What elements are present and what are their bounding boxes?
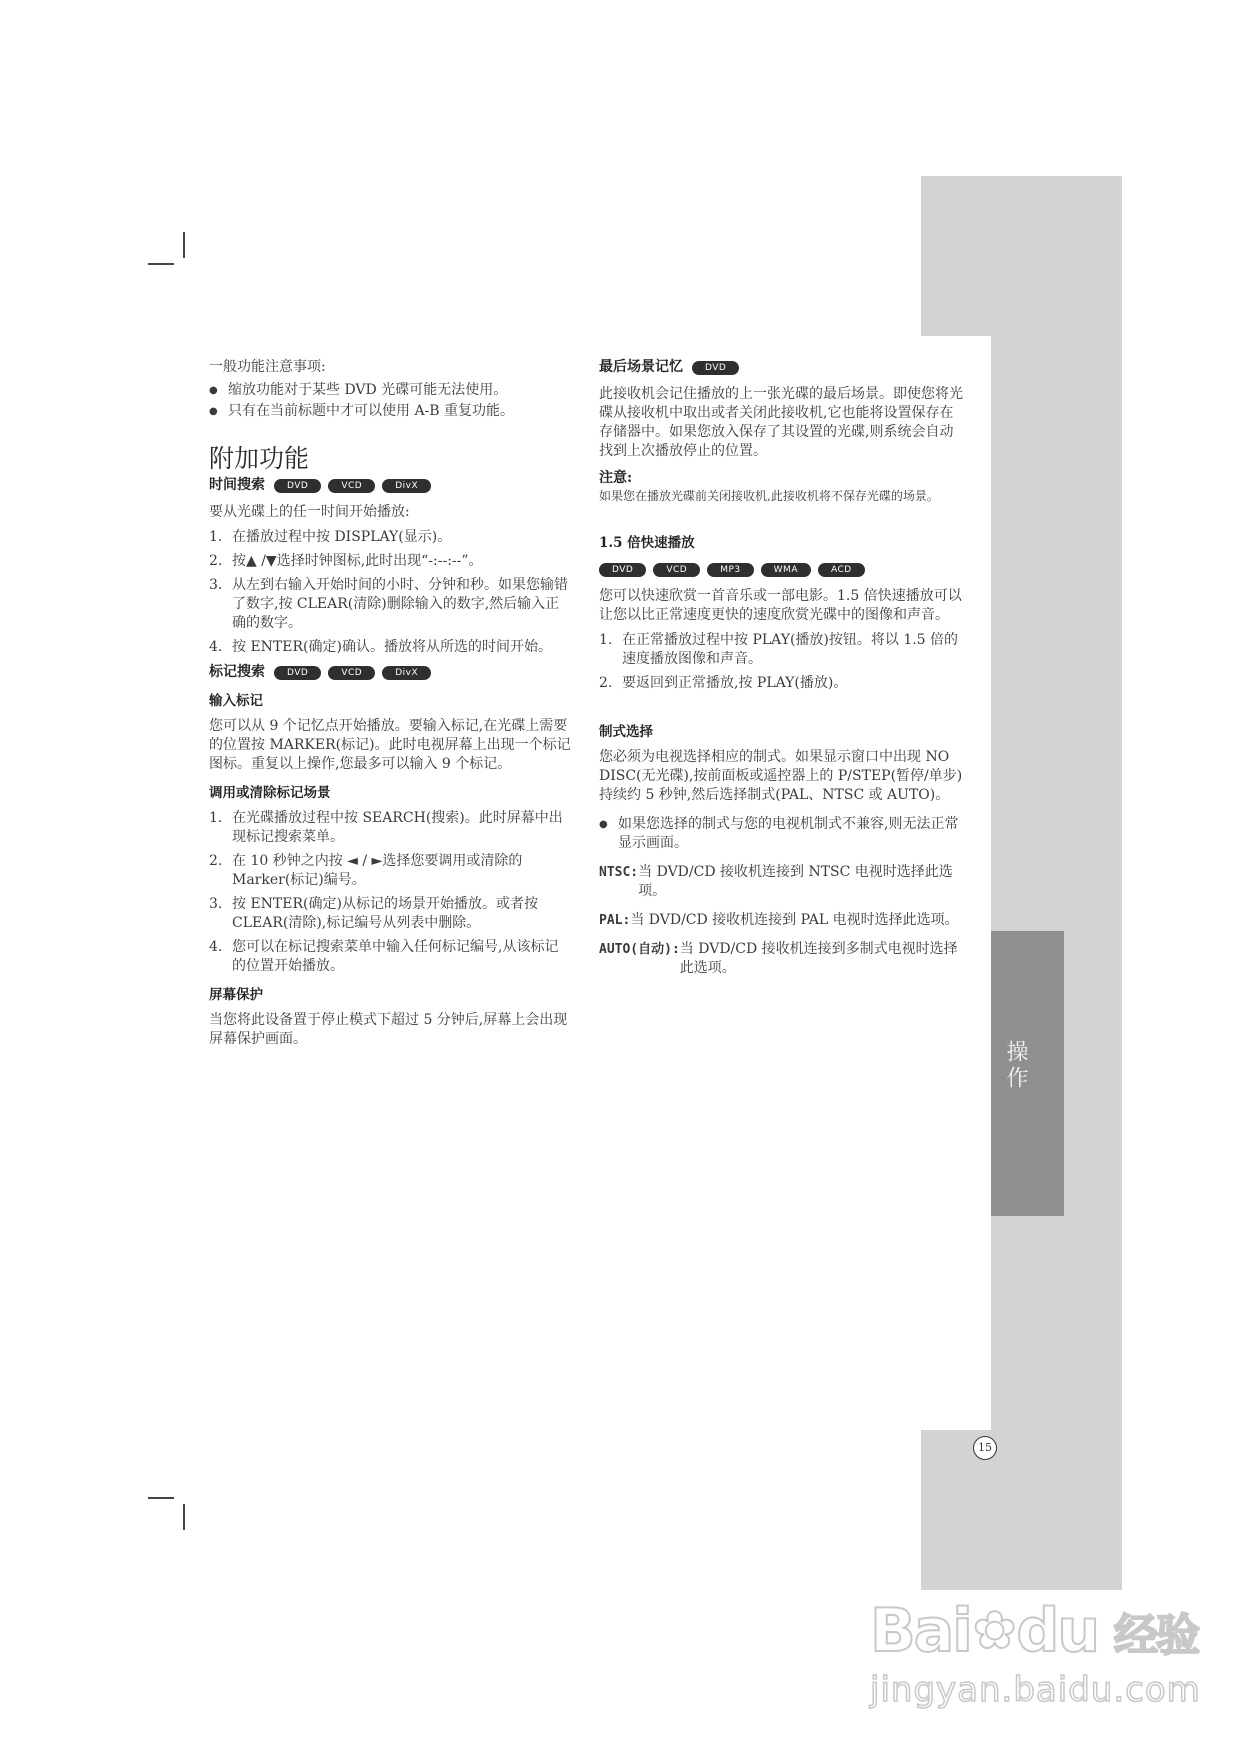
vcd-badge: VCD [653,563,700,577]
step-number: 1. [599,632,613,648]
general-notes-list [209,381,571,421]
disc-badges [274,666,431,680]
disc-badges [274,479,431,493]
note-text: 如果您在播放光碟前关闭接收机,此接收机将不保存光碟的场景。 [599,489,939,503]
fast-play-title: 1.5 倍快速播放 [599,535,695,551]
vcd-badge: VCD [328,479,375,493]
list-item [599,631,965,669]
screen-saver-title: 屏幕保护 [209,987,263,1003]
last-scene-title: 最后场景记忆 [599,359,683,375]
step-number: 3. [209,896,223,912]
fast-play-text: 您可以快速欣赏一首音乐或一部电影。1.5 倍快速播放可以让您以比正常速度更快的速度欣赏光碟中的图像和声音。 [599,588,962,623]
step-text: 按 ENTER(确定)确认。播放将从所选的时间开始。 [232,639,552,655]
list-item [209,852,571,890]
left-column [209,358,571,1049]
system-select-text: 您必须为电视选择相应的制式。如果显示窗口中出现 NO DISC(无光碟),按前面板或遥控器上的 P/STEP(暂停/单步)持续约 5 秒钟,然后选择制式(PAL、NTSC 或 AUTO)。 [599,749,963,803]
list-item [209,528,571,547]
section-title: 附加功能 [209,444,310,473]
time-search-title: 时间搜索 [209,477,265,493]
step-number: 4. [209,639,223,655]
step-text: 要返回到正常播放,按 PLAY(播放)。 [622,675,848,691]
definition-term: AUTO(自动): [599,942,680,957]
time-search-steps [209,528,571,657]
fast-play-steps [599,631,965,693]
time-search-heading [209,476,571,495]
screen-saver-text: 当您将此设备置于停止模式下超过 5 分钟后,屏幕上会出现屏幕保护画面。 [209,1012,568,1047]
crop-mark [148,263,174,265]
input-marker-title: 输入标记 [209,693,263,709]
marker-search-heading [209,663,571,682]
list-item [209,576,571,633]
ntsc-definition [599,863,965,901]
list-item: ● 只有在当前标题中才可以使用 A-B 重复功能。 [209,402,571,421]
step-text: 在正常播放过程中按 PLAY(播放)按钮。将以 1.5 倍的速度播放图像和声音。 [622,632,959,667]
crop-mark [148,1497,174,1499]
dvd-badge: DVD [274,479,321,493]
step-number: 2. [209,853,223,869]
step-number: 3. [209,577,223,593]
watermark-logo-text2: du [1016,1596,1099,1666]
divx-badge: DivX [382,479,431,493]
time-search-intro: 要从光碟上的任一时间开始播放: [209,504,410,520]
step-number: 4. [209,939,223,955]
acd-badge: ACD [818,563,865,577]
step-number: 1. [209,810,223,826]
last-scene-text: 此接收机会记住播放的上一张光碟的最后场景。即使您将光碟从接收机中取出或者关闭此接收机,它也能将设置保存在存储器中。如果您放入保存了其设置的光碟,则系统会自动找到上次播放停止的位置。 [599,386,963,459]
side-tab-bottom [921,1430,1122,1590]
dvd-badge: DVD [692,361,739,375]
note-title: 注意: [599,470,633,486]
list-item [209,938,571,976]
disc-badges [692,361,739,375]
divx-badge: DivX [382,666,431,680]
right-column [599,358,965,978]
definition-term: NTSC: [599,865,639,880]
list-item: ● 缩放功能对于某些 DVD 光碟可能无法使用。 [209,381,571,400]
list-item [599,674,965,693]
dvd-badge: DVD [274,666,321,680]
list-item: ● 如果您选择的制式与您的电视机制式不兼容,则无法正常显示画面。 [599,815,965,853]
auto-definition [599,940,965,978]
pal-definition [599,911,965,930]
step-text: 您可以在标记搜索菜单中输入任何标记编号,从该标记的位置开始播放。 [232,939,559,974]
step-text: 从左到右输入开始时间的小时、分钟和秒。如果您输错了数字,按 CLEAR(清除)删除输入的数字,然后输入正确的数字。 [232,577,568,631]
recall-marker-steps [209,809,571,976]
crop-mark [183,1504,185,1530]
last-scene-heading [599,358,965,377]
crop-mark [183,232,185,258]
page-number: 15 [973,1436,997,1460]
wma-badge: WMA [761,563,811,577]
dvd-badge: DVD [599,563,646,577]
step-text: 按 ENTER(确定)从标记的场景开始播放。或者按 CLEAR(清除),标记编号从列表中删除。 [232,896,538,931]
step-number: 2. [209,553,223,569]
paw-icon: ✿ [972,1601,1015,1661]
side-tab-upper [921,176,1122,336]
watermark-jingyan: 经验 [1114,1610,1199,1661]
definition-desc: 当 DVD/CD 接收机连接到 NTSC 电视时选择此选项。 [638,864,953,899]
input-marker-text: 您可以从 9 个记忆点开始播放。要输入标记,在光碟上需要的位置按 MARKER(标记)。此时电视屏幕上出现一个标记图标。重复以上操作,您最多可以输入 9 个标记。 [209,718,571,772]
section-tab-label: 操作 [1003,1040,1028,1092]
definition-term: PAL: [599,913,631,928]
step-number: 2. [599,675,613,691]
step-text: 按▲ /▼选择时钟图标,此时出现“-:--:--”。 [232,553,483,569]
watermark-url: jingyan.baidu.com [870,1670,1201,1710]
general-notes-title: 一般功能注意事项: [209,359,326,375]
step-text: 在 10 秒钟之内按 ◄ / ►选择您要调用或清除的 Marker(标记)编号。 [232,853,523,888]
system-select-title: 制式选择 [599,724,653,740]
step-text: 在光碟播放过程中按 SEARCH(搜索)。此时屏幕中出现标记搜索菜单。 [232,810,563,845]
definition-desc: 当 DVD/CD 接收机连接到多制式电视时选择此选项。 [679,941,958,976]
marker-search-title: 标记搜索 [209,664,265,680]
list-item [209,895,571,933]
step-number: 1. [209,529,223,545]
watermark-logo [870,1596,1201,1666]
list-item [209,638,571,657]
disc-badges [599,563,865,577]
vcd-badge: VCD [328,666,375,680]
system-select-bullets [599,815,965,853]
mp3-badge: MP3 [707,563,753,577]
list-item [209,552,571,571]
recall-marker-title: 调用或清除标记场景 [209,785,331,801]
baidu-watermark [870,1596,1201,1710]
watermark-logo-text: Bai [870,1596,971,1666]
step-text: 在播放过程中按 DISPLAY(显示)。 [232,529,452,545]
list-item [209,809,571,847]
definition-desc: 当 DVD/CD 接收机连接到 PAL 电视时选择此选项。 [630,912,959,928]
